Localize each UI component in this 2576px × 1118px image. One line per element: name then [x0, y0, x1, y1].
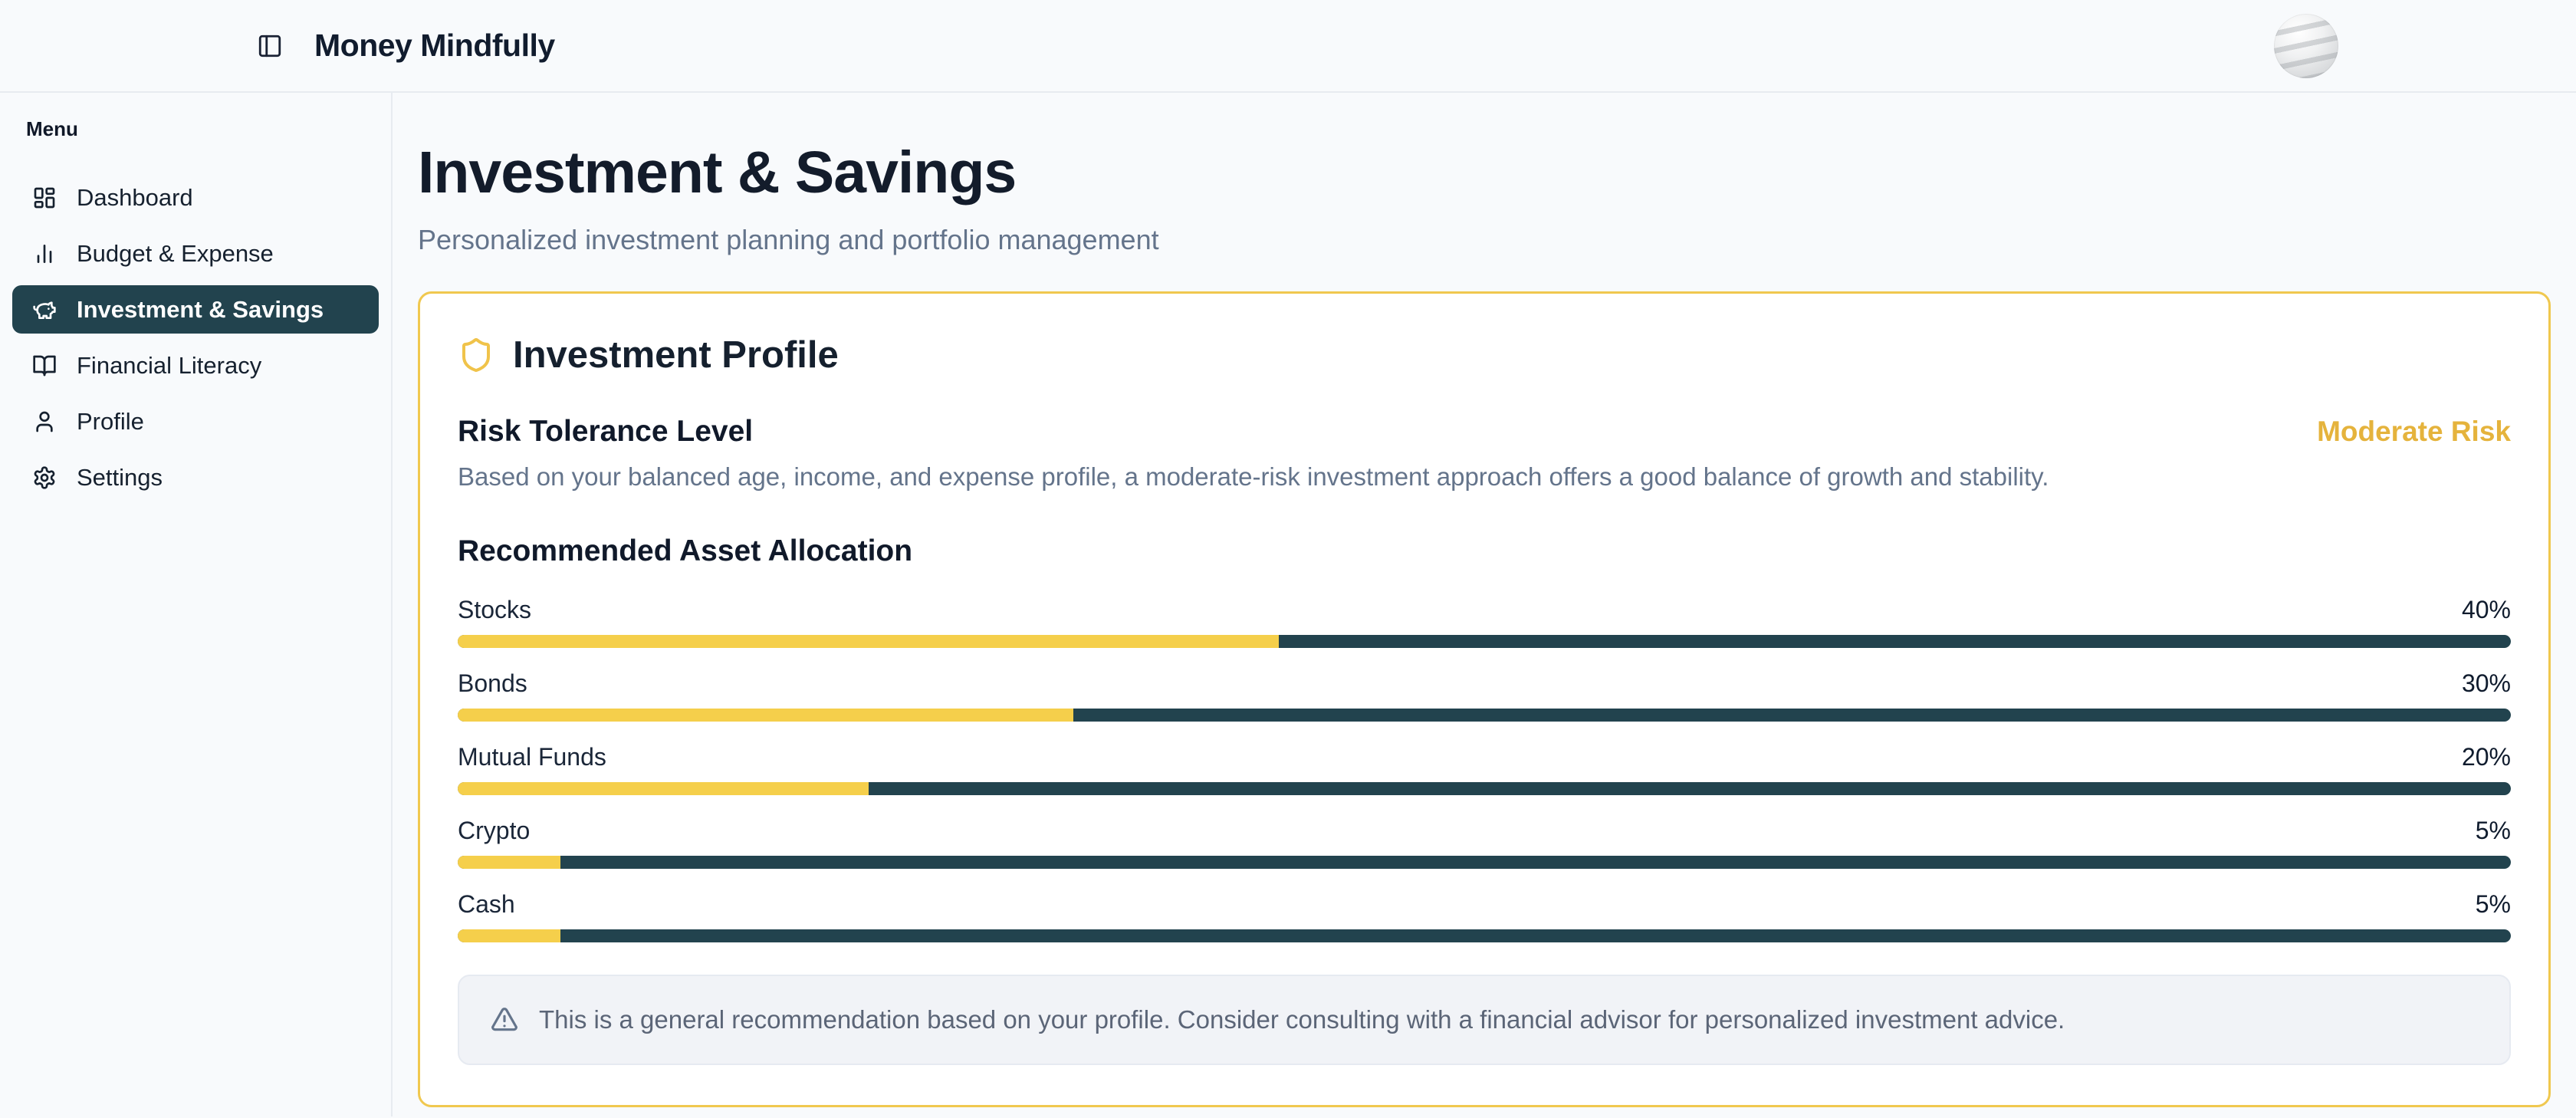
risk-description: Based on your balanced age, income, and expense profile, a moderate-risk investment approach offers a good balance of growth and stability.: [458, 462, 2049, 491]
sidebar-item-label: Profile: [77, 407, 144, 435]
allocation-bar-track: [458, 929, 2511, 942]
allocation-label: Cash: [458, 890, 515, 918]
book-open-icon: [32, 353, 57, 378]
sidebar-item-budget-expense[interactable]: [12, 229, 379, 278]
allocation-row-mutual-funds: [458, 743, 2511, 795]
sidebar-item-settings[interactable]: [12, 453, 379, 501]
sidebar-item-label: Investment & Savings: [77, 295, 324, 323]
allocation-bar-fill: [458, 782, 869, 795]
page-title: Investment & Savings: [418, 140, 1017, 206]
sidebar-nav: [12, 173, 379, 501]
shield-icon: [458, 337, 495, 373]
risk-tolerance-row: [458, 415, 2511, 449]
allocation-percent: 5%: [2475, 817, 2511, 844]
sidebar-item-investment-savings[interactable]: [12, 285, 379, 334]
advisory-note-text: This is a general recommendation based on your profile. Consider consulting with a financial advisor for personalized investment advice.: [539, 1005, 2065, 1034]
allocation-label: Stocks: [458, 596, 532, 623]
allocation-row-stocks: [458, 596, 2511, 648]
bar-chart-icon: [32, 242, 57, 266]
allocation-percent: 5%: [2475, 890, 2511, 918]
allocation-bar-fill: [458, 856, 560, 869]
allocation-label: Crypto: [458, 817, 531, 844]
allocation-bar-track: [458, 709, 2511, 722]
allocation-bar-fill: [458, 635, 1279, 648]
allocation-bar-track: [458, 782, 2511, 795]
risk-level-badge: Moderate Risk: [2317, 416, 2511, 447]
menu-label: Menu: [26, 117, 78, 140]
main-content: [393, 93, 2576, 1116]
sidebar-item-label: Financial Literacy: [77, 351, 262, 379]
app-header: [0, 0, 2576, 93]
sidebar-toggle-button[interactable]: [253, 29, 287, 63]
allocation-bar-fill: [458, 929, 560, 942]
page-subtitle: Personalized investment planning and portfolio management: [418, 224, 1159, 255]
sidebar-item-profile[interactable]: [12, 397, 379, 446]
sidebar-item-dashboard[interactable]: [12, 173, 379, 222]
risk-tolerance-heading: Risk Tolerance Level: [458, 415, 754, 448]
allocation-list: [458, 596, 2511, 942]
allocation-label: Bonds: [458, 669, 527, 697]
allocation-heading: Recommended Asset Allocation: [458, 534, 913, 567]
panel-left-icon: [257, 33, 283, 59]
sidebar-item-label: Settings: [77, 463, 163, 491]
sidebar-item-label: Dashboard: [77, 183, 193, 211]
allocation-label: Mutual Funds: [458, 743, 606, 771]
allocation-bar-track: [458, 856, 2511, 869]
main-layout: [0, 93, 2576, 1116]
dashboard-icon: [32, 186, 57, 210]
allocation-percent: 30%: [2461, 669, 2511, 697]
advisory-note: [458, 975, 2511, 1065]
allocation-percent: 20%: [2461, 743, 2511, 771]
app-title: Money Mindfully: [314, 28, 555, 63]
avatar[interactable]: [2274, 14, 2338, 78]
allocation-row-crypto: [458, 817, 2511, 869]
allocation-row-bonds: [458, 669, 2511, 722]
investment-profile-card: [418, 291, 2551, 1107]
sidebar-item-label: Budget & Expense: [77, 239, 274, 267]
user-icon: [32, 409, 57, 434]
sidebar-item-financial-literacy[interactable]: [12, 341, 379, 390]
allocation-bar-fill: [458, 709, 1073, 722]
card-title: Investment Profile: [513, 334, 839, 376]
card-header: [458, 334, 2511, 377]
warning-triangle-icon: [490, 1005, 519, 1034]
allocation-percent: 40%: [2461, 596, 2511, 623]
piggy-bank-icon: [32, 298, 57, 322]
allocation-row-cash: [458, 890, 2511, 942]
allocation-bar-track: [458, 635, 2511, 648]
sidebar: [0, 93, 393, 1116]
gear-icon: [32, 465, 57, 490]
